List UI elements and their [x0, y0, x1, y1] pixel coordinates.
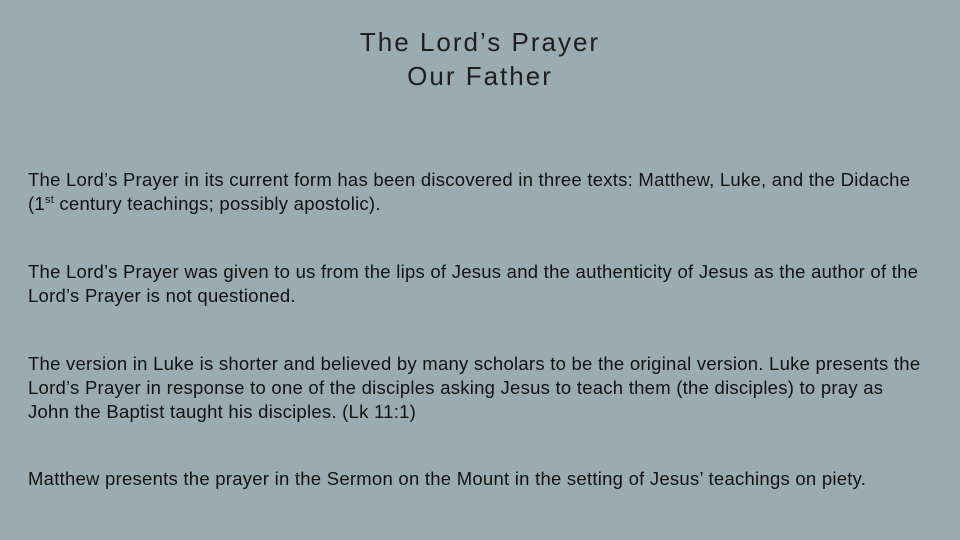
- paragraph-matthew-version: Matthew presents the prayer in the Sermon on the Mount in the setting of Jesus’ teachings on piety.: [28, 468, 867, 489]
- paragraph-luke-version: The version in Luke is shorter and believed by many scholars to be the original version. Luke presents the Lord’s Prayer in response to one of the disciples asking Jesus to teach them (the disciples) to pray as John the Baptist taught his disciples. (Lk 11:1): [28, 353, 921, 422]
- paragraph-texts-text-end: century teachings; possibly apostolic).: [54, 193, 381, 214]
- slide-title: [0, 25, 960, 93]
- title-line-1: The Lord’s Prayer: [359, 27, 601, 57]
- paragraph-texts: [28, 168, 928, 216]
- ordinal-superscript: st: [44, 193, 55, 206]
- paragraph-texts-text: The Lord’s Prayer in its current form has been discovered in three texts: Matthew, Luke, and the Didache (1: [28, 169, 911, 214]
- title-line-2: Our Father: [407, 61, 553, 91]
- paragraph-authorship: The Lord’s Prayer was given to us from the lips of Jesus and the authenticity of Jesus as the author of the Lord’s Prayer is not questioned.: [28, 261, 919, 306]
